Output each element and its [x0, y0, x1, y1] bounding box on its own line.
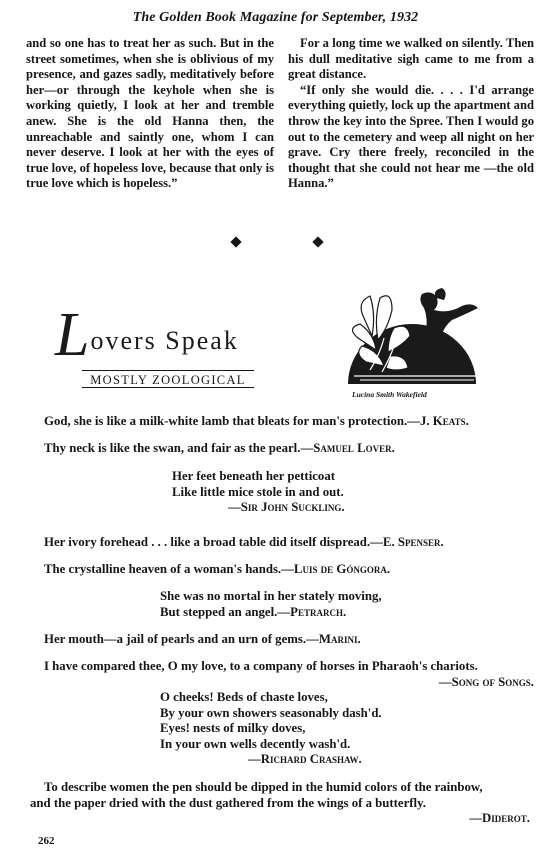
section-ornament — [230, 236, 241, 247]
verse-line: Like little mice stole in and out. — [172, 484, 344, 499]
story-column-right — [288, 36, 534, 192]
running-header: The Golden Book Magazine for September, 1932 — [132, 10, 419, 25]
quote-author: —Richard Crashaw. — [248, 752, 362, 767]
verse-line: By your own showers seasonably dash'd. — [160, 705, 382, 720]
quote-lover: Thy neck is like the swan, and fair as the pearl.—Samuel Lover. — [44, 441, 395, 455]
quote-diderot — [30, 780, 540, 827]
verse-suckling — [172, 469, 345, 516]
article-subtitle: MOSTLY ZOOLOGICAL — [82, 370, 254, 388]
verse-line: She was no mortal in her stately moving, — [160, 589, 382, 603]
quote-author: Samuel Lover. — [313, 441, 395, 455]
verse-line: But stepped an angel.—Petrarch. — [160, 604, 347, 619]
quote-author: Petrarch. — [290, 604, 347, 619]
quote-author: —Diderot. — [469, 811, 530, 826]
verse-line: O cheeks! Beds of chaste loves, — [160, 690, 328, 704]
title-text: overs Speak — [90, 326, 239, 355]
quote-keats: God, she is like a milk-white lamb that bleats for man's protection.—J. Keats. — [44, 414, 469, 428]
page-number: 262 — [38, 835, 55, 847]
story-column-left — [26, 36, 274, 192]
quote-author: —Sir John Suckling. — [228, 500, 345, 515]
verse-line: Her feet beneath her petticoat — [172, 469, 335, 483]
verse-petrarch — [160, 589, 382, 620]
section-ornament — [312, 236, 323, 247]
verse-crashaw — [160, 690, 382, 768]
quote-gongora: The crystalline heaven of a woman's hands.—Luis de Góngora. — [44, 562, 391, 576]
quote-author: E. Spenser. — [382, 535, 444, 549]
quote-author: Marini. — [318, 632, 361, 646]
illustration-credit: Lucina Smith Wakefield — [352, 390, 427, 399]
quote-spenser: Her ivory forehead . . . like a broad table did itself dispread.—E. Spenser. — [44, 535, 444, 549]
quote-marini: Her mouth—a jail of pearls and an urn of gems.—Marini. — [44, 632, 361, 646]
quote-song-of-songs: I have compared thee, O my love, to a company of horses in Pharaoh's chariots. — [44, 659, 478, 673]
verse-line: Eyes! nests of milky doves, — [160, 721, 306, 736]
paragraph: For a long time we walked on silently. Then his dull meditative sigh came to me from a great distance. — [288, 36, 534, 82]
paragraph: “If only she would die. . . . I'd arrange everything quietly, lock up the apartment and throw the key into the Spree. Then I would go out to the cemetery and weep all night on her grave. Cry there freely, reconciled in the thought that she could not hear me —the old Hanna.” — [288, 82, 534, 191]
nymph-and-cacti-illustration — [336, 288, 484, 388]
quote-author: —Song of Songs. — [438, 675, 534, 689]
verse-line: In your own wells decently wash'd. — [160, 736, 351, 751]
quote-line: and the paper dried with the dust gathered from the wings of a butterfly. — [30, 795, 427, 810]
quote-line: To describe women the pen should be dipped in the humid colors of the rainbow, — [44, 780, 483, 794]
quote-author: J. Keats. — [419, 414, 469, 428]
article-title — [55, 301, 239, 369]
quote-author: Luis de Góngora. — [293, 562, 391, 576]
title-initial: L — [55, 301, 90, 369]
paragraph: and so one has to treat her as such. But in the street sometimes, when she is oblivious of my presence, and gazes sadly, meditatively before her—or through the keyhole when she is working quietly, I look at her and tremble anew. She is the old Hanna then, the unreachable and saintly one, whom I can never deserve. I look at her with the eyes of true love, of hopeless love, because that only is true love which is hopeless.” — [26, 36, 274, 191]
